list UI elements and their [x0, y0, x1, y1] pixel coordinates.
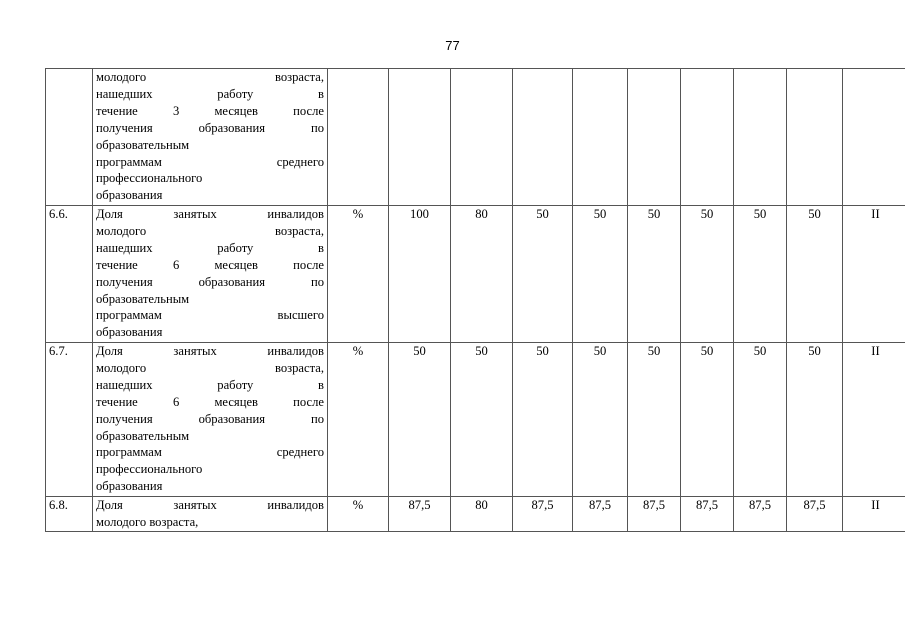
row-number-cell [46, 69, 93, 206]
value-cell: 50 [734, 206, 787, 343]
value-cell [451, 69, 513, 206]
value-cell: 50 [513, 206, 573, 343]
indicator-name-line: Доля занятых инвалидов [96, 498, 324, 512]
value-cell: 50 [573, 343, 628, 497]
value-cell: 87,5 [681, 497, 734, 532]
value-cell: 80 [451, 497, 513, 532]
indicator-name-cell [93, 69, 328, 206]
value-cell: 50 [681, 206, 734, 343]
value-cell: 87,5 [513, 497, 573, 532]
indicator-name-line: нашедших работу в [96, 377, 324, 392]
category-cell: II [843, 206, 905, 343]
value-cell: 87,5 [628, 497, 681, 532]
indicator-name-line: молодого возраста, [96, 223, 324, 238]
row-number-cell: 6.6. [46, 206, 93, 343]
value-cell: 50 [681, 343, 734, 497]
unit-cell: % [328, 343, 389, 497]
value-cell: 50 [389, 343, 451, 497]
indicator-name-line: молодого возраста, [96, 514, 199, 529]
table-body [46, 69, 905, 532]
indicator-name-line: получения образования по [96, 120, 324, 135]
table-row [46, 69, 905, 206]
value-cell [628, 69, 681, 206]
page-number: 77 [445, 38, 460, 53]
indicator-name-line: течение 6 месяцев после [96, 394, 324, 409]
indicator-table [45, 68, 905, 532]
indicator-name-line: программам среднего [96, 154, 324, 169]
value-cell: 50 [451, 343, 513, 497]
value-cell: 50 [628, 206, 681, 343]
unit-cell [328, 69, 389, 206]
indicator-name-line: образовательным [96, 291, 190, 306]
indicator-name-cell [93, 343, 328, 497]
table-row [46, 206, 905, 343]
unit-cell: % [328, 497, 389, 532]
indicator-name-line: Доля занятых инвалидов [96, 344, 324, 358]
indicator-name-line: программам высшего [96, 308, 324, 323]
indicator-name-line: образовательным [96, 428, 190, 443]
indicator-name-cell [93, 206, 328, 343]
indicator-name-line: программам среднего [96, 445, 324, 460]
value-cell [573, 69, 628, 206]
value-cell [787, 69, 843, 206]
indicator-name-line: нашедших работу в [96, 240, 324, 255]
value-cell: 50 [734, 343, 787, 497]
value-cell: 100 [389, 206, 451, 343]
value-cell [734, 69, 787, 206]
indicator-name-line: образовательным [96, 137, 190, 152]
table-row [46, 343, 905, 497]
value-cell: 87,5 [573, 497, 628, 532]
value-cell: 87,5 [389, 497, 451, 532]
indicator-name-line: получения образования по [96, 274, 324, 289]
indicator-name-line: течение 3 месяцев после [96, 103, 324, 118]
indicator-name-line: Доля занятых инвалидов [96, 207, 324, 221]
indicator-name-line: нашедших работу в [96, 86, 324, 101]
value-cell: 87,5 [787, 497, 843, 532]
indicator-name-line: молодого возраста, [96, 70, 324, 84]
value-cell: 80 [451, 206, 513, 343]
value-cell [389, 69, 451, 206]
table-row [46, 497, 905, 532]
indicator-name-line: профессионального [96, 171, 203, 186]
category-cell: II [843, 497, 905, 532]
value-cell: 50 [513, 343, 573, 497]
value-cell: 50 [628, 343, 681, 497]
category-cell: II [843, 343, 905, 497]
indicator-name-cell [93, 497, 328, 532]
value-cell: 50 [787, 343, 843, 497]
indicator-name-line: течение 6 месяцев после [96, 257, 324, 272]
value-cell: 50 [787, 206, 843, 343]
indicator-name-line: получения образования по [96, 411, 324, 426]
category-cell [843, 69, 905, 206]
indicator-name-line: образования [96, 479, 163, 494]
indicator-name-line: образования [96, 325, 163, 340]
value-cell: 87,5 [734, 497, 787, 532]
row-number-cell: 6.8. [46, 497, 93, 532]
indicator-name-line: профессионального [96, 462, 203, 477]
indicator-name-line: молодого возраста, [96, 360, 324, 375]
value-cell [681, 69, 734, 206]
value-cell: 50 [573, 206, 628, 343]
unit-cell: % [328, 206, 389, 343]
value-cell [513, 69, 573, 206]
row-number-cell: 6.7. [46, 343, 93, 497]
indicator-name-line: образования [96, 188, 163, 203]
